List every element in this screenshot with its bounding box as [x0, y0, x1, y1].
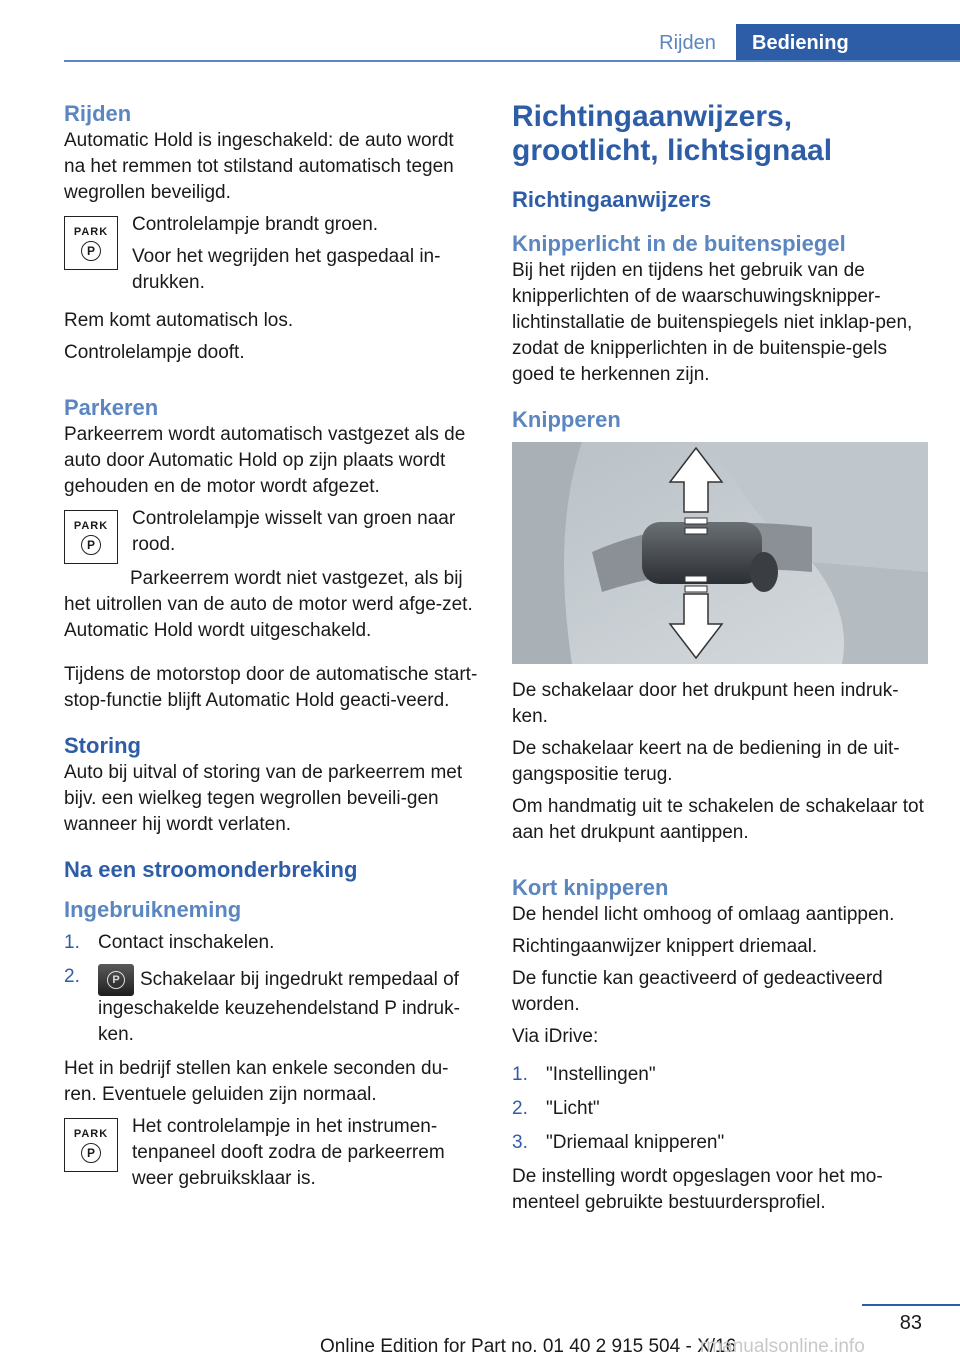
park-lamp-icon: PARK P	[64, 1118, 118, 1172]
lamp2-line-1: Controlelampje wisselt van groen naar rood.	[132, 508, 456, 555]
kort-knipperen-heading: Kort knipperen	[512, 875, 669, 900]
ingebruikneming-heading: Ingebruikneming	[64, 897, 242, 922]
page-number: 83	[899, 1312, 922, 1334]
knipperlicht-spiegel-paragraph: Bij het rijden en tijdens het gebruik van de knipperlichten of de waarschuwingsknipper-lichtinstallatie de buitenspiegels niet inklap-pen, zodat de knipperlichten in de buitenspie-gels goed te herkennen zijn.	[512, 260, 913, 385]
richtingaanwijzers-heading: Richtingaanwijzers	[512, 187, 712, 212]
knipperen-paragraph-3: Om handmatig uit te schakelen de schakelaar tot aan het drukpunt aantippen.	[512, 796, 924, 843]
edition-text: Online Edition for Part no. 01 40 2 915 504 - X/16	[320, 1336, 737, 1357]
lamp3-text: Het controlelampje in het instrumen-tenpaneel dooft zodra de parkeerrem weer gebruiksklaar is.	[132, 1116, 445, 1189]
watermark: rmanualsonline.info	[700, 1336, 865, 1357]
rijden-heading: Rijden	[64, 101, 132, 126]
parkeren-paragraph-1: Parkeerrem wordt automatisch vastgezet als de auto door Automatic Hold op zijn plaats wordt gehouden en de motor wordt afgezet.	[64, 424, 466, 497]
rijden-paragraph-1: Automatic Hold is ingeschakeld: de auto wordt na het remmen tot stilstand automatisch tegen wegrollen beveiligd.	[64, 130, 454, 203]
indicator-lamp-row-2	[64, 506, 480, 564]
right-column	[512, 100, 928, 1222]
ingebruikneming-steps	[64, 930, 480, 1048]
parkeren-paragraph-2: Tijdens de motorstop door de automatische start-stop-functie blijft Automatic Hold geacti-veerd.	[64, 664, 478, 711]
park-lamp-icon: PARK P	[64, 510, 118, 564]
parking-brake-button-icon: P	[98, 964, 134, 996]
list-item: 1. "Instellingen"	[512, 1064, 656, 1085]
kort-paragraph-4: Via iDrive:	[512, 1026, 599, 1047]
kort-paragraph-5: De instelling wordt opgeslagen voor het mo-menteel gebruikte bestuurdersprofiel.	[512, 1166, 883, 1213]
list-item: 1. Contact inschakelen.	[64, 932, 275, 953]
left-column	[64, 100, 480, 1204]
header-tab-bediening: Bediening	[736, 24, 960, 62]
kort-paragraph-2: Richtingaanwijzer knippert driemaal.	[512, 936, 818, 957]
rijden-paragraph-2: Rem komt automatisch los.	[64, 310, 294, 331]
list-item: 2. P Schakelaar bij ingedrukt rempedaal of ingeschakelde keuzehendelstand P indruk-ken.	[64, 966, 460, 1045]
knipperen-paragraph-1: De schakelaar door het drukpunt heen indruk-ken.	[512, 680, 899, 727]
knipperen-heading: Knipperen	[512, 407, 621, 432]
kort-paragraph-1: De hendel licht omhoog of omlaag aantippen.	[512, 904, 895, 925]
header-tab-rijden: Rijden	[659, 32, 716, 54]
indicator-lamp-row-1	[64, 212, 480, 302]
idrive-steps	[512, 1062, 928, 1156]
list-item: 2. "Licht"	[512, 1098, 600, 1119]
kort-paragraph-3: De functie kan geactiveerd of gedeactiveerd worden.	[512, 968, 883, 1015]
ingebruikneming-paragraph: Het in bedrijf stellen kan enkele seconden du-ren. Eventuele geluiden zijn normaal.	[64, 1058, 449, 1105]
list-item: 3. "Driemaal knipperen"	[512, 1132, 725, 1153]
storing-paragraph: Auto bij uitval of storing van de parkeerrem met bijv. een wielkeg tegen wegrollen beveili-gen wanneer hij wordt verlaten.	[64, 762, 463, 835]
knipperen-paragraph-2: De schakelaar keert na de bediening in de uit-gangspositie terug.	[512, 738, 900, 785]
park-lamp-icon: PARK P	[64, 216, 118, 270]
stroomonderbreking-heading: Na een stroomonderbreking	[64, 857, 358, 882]
footer-rule	[862, 1304, 960, 1306]
knipperlicht-spiegel-heading: Knipperlicht in de buitenspiegel	[512, 231, 846, 256]
storing-heading: Storing	[64, 733, 141, 758]
header-rule	[64, 60, 960, 62]
turn-signal-lever-illustration	[512, 442, 928, 664]
rijden-paragraph-3: Controlelampje dooft.	[64, 342, 245, 363]
lamp1-line-1: Controlelampje brandt groen.	[132, 214, 379, 235]
lamp2-line-2: Parkeerrem wordt niet vastgezet, als bij het uitrollen van de auto de motor werd afge-zet. Automatic Hold wordt uitgeschakeld.	[64, 568, 473, 641]
indicator-lamp-row-3	[64, 1114, 480, 1198]
lamp1-line-2: Voor het wegrijden het gaspedaal in-drukken.	[132, 246, 441, 293]
main-heading: Richtingaanwijzers, grootlicht, lichtsignaal	[512, 100, 833, 167]
parkeren-heading: Parkeren	[64, 395, 159, 420]
